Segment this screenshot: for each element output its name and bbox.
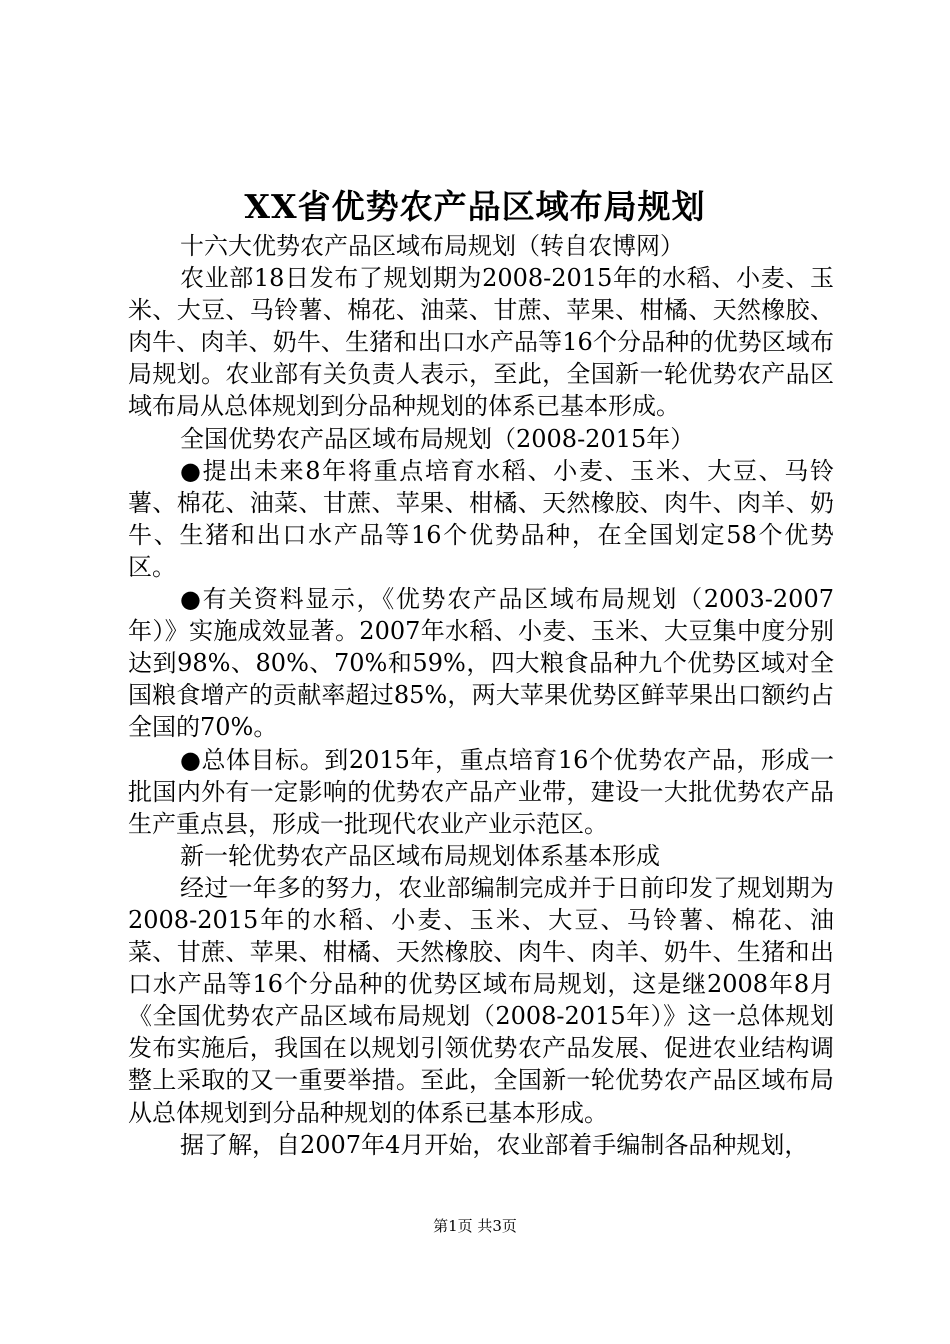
paragraph: ●总体目标。到2015年，重点培育16个优势农产品，形成一批国内外有一定影响的优势农产品产业带，建设一大批优势农产品生产重点县，形成一批现代农业产业示范区。 xyxy=(128,745,834,838)
paragraph: 经过一年多的努力，农业部编制完成并于日前印发了规划期为2008-2015年的水稻、小麦、玉米、大豆、马铃薯、棉花、油菜、甘蔗、苹果、柑橘、天然橡胶、肉牛、肉羊、奶牛、生猪和出口水产品等16个分品种的优势区域布局规划，这是继2008年8月《全国优势农产品区域布局规划（2008-2015年）》这一总体规划发布实施后，我国在以规划引领优势农产品发展、促进农业结构调整上采取的又一重要举措。至此，全国新一轮优势农产品区域布局从总体规划到分品种规划的体系已基本形成。 xyxy=(128,873,834,1127)
paragraph: 农业部18日发布了规划期为2008-2015年的水稻、小麦、玉米、大豆、马铃薯、棉花、油菜、甘蔗、苹果、柑橘、天然橡胶、肉牛、肉羊、奶牛、生猪和出口水产品等16个分品种的优势区域布局规划。农业部有关负责人表示，至此，全国新一轮优势农产品区域布局从总体规划到分品种规划的体系已基本形成。 xyxy=(128,264,834,421)
document-body xyxy=(128,230,834,1161)
paragraph: 十六大优势农产品区域布局规划（转自农博网） xyxy=(180,232,684,260)
paragraph: ●提出未来8年将重点培育水稻、小麦、玉米、大豆、马铃薯、棉花、油菜、甘蔗、苹果、柑橘、天然橡胶、肉牛、肉羊、奶牛、生猪和出口水产品等16个优势品种，在全国划定58个优势区。 xyxy=(128,456,834,581)
document-title: XX省优势农产品区域布局规划 xyxy=(244,187,706,226)
paragraph: 全国优势农产品区域布局规划（2008-2015年） xyxy=(180,424,695,453)
paragraph: 新一轮优势农产品区域布局规划体系基本形成 xyxy=(180,841,660,870)
paragraph: ●有关资料显示，《优势农产品区域布局规划（2003-2007年）》实施成效显著。2007年水稻、小麦、玉米、大豆集中度分别达到98%、80%、70%和59%，四大粮食品种九个优势区域对全国粮食增产的贡献率超过85%，两大苹果优势区鲜苹果出口额约占全国的70%。 xyxy=(128,585,834,742)
page-footer: 第1页 共3页 xyxy=(433,1217,517,1235)
paragraph: 据了解，自2007年4月开始，农业部着手编制各品种规划， xyxy=(180,1130,809,1159)
